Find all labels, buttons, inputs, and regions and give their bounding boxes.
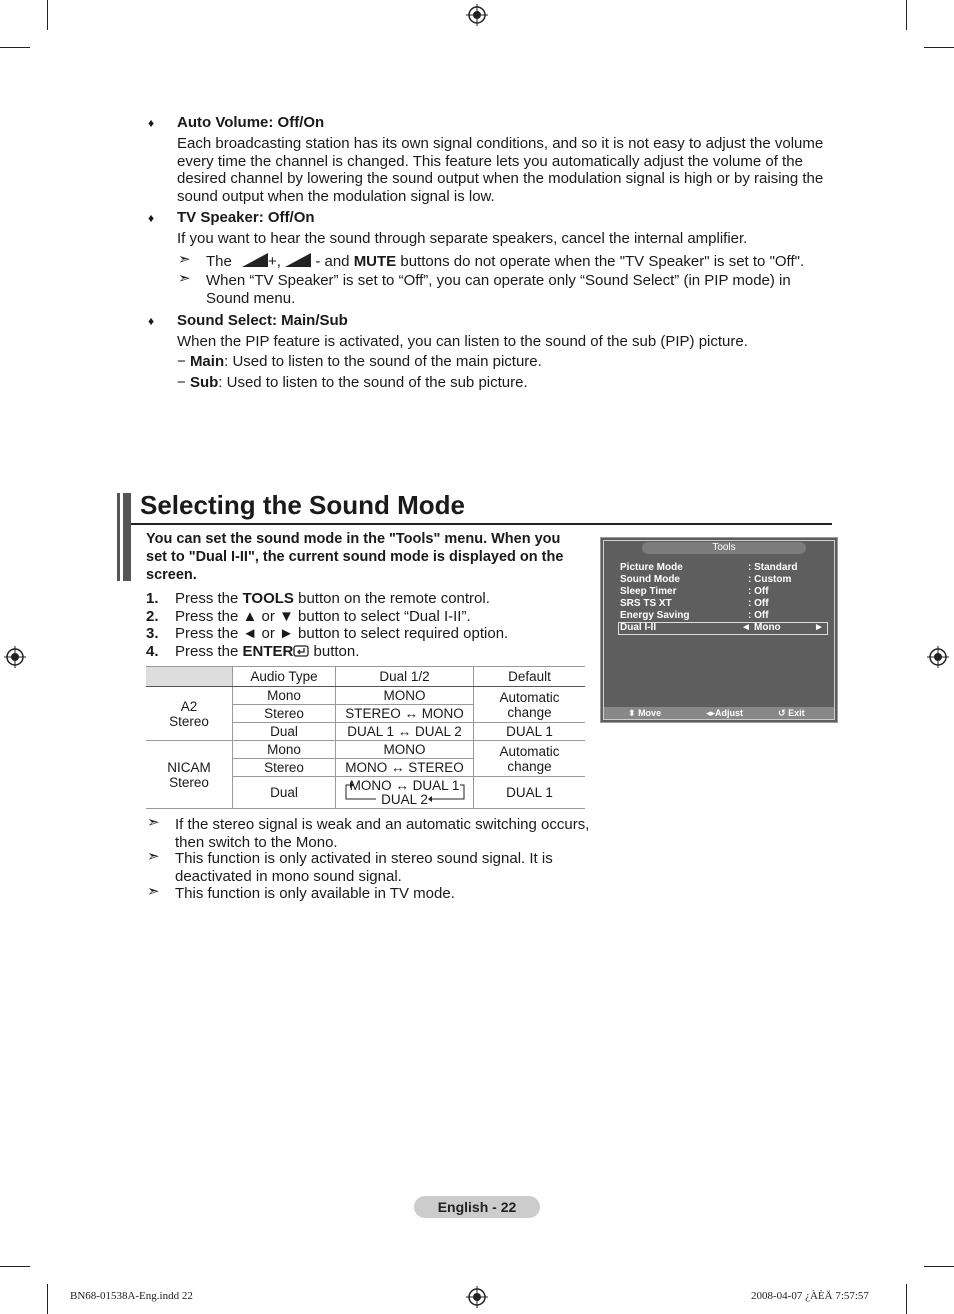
step-text: Press the (175, 642, 243, 660)
note-arrow-icon: ➣ (147, 883, 160, 900)
step-item (146, 643, 508, 661)
cell-mono: Mono (233, 687, 336, 705)
menu-row-sound-mode (620, 574, 792, 585)
table-corner (146, 667, 233, 687)
bullet-diamond-icon: ♦ (148, 211, 155, 225)
sound-select-title: Sound Select: Main/Sub (177, 312, 348, 329)
crop-mark (0, 47, 30, 48)
title-rule (131, 523, 832, 525)
cell-nicam-dual-val (336, 777, 474, 809)
section-intro: You can set the sound mode in the "Tools" menu. When you set to "Dual I-II", the current sound mode is displayed on the screen. (146, 531, 564, 583)
group-a2: A2 Stereo (146, 687, 233, 741)
section-title: Selecting the Sound Mode (140, 490, 466, 520)
note-2: This function is only activated in stereo sound signal. It is deactivated in mono sound signal. (175, 850, 553, 885)
crop-mark (924, 1266, 954, 1267)
registration-mark-icon (466, 4, 488, 26)
section-title-bar (117, 493, 131, 581)
sub-text: : Used to listen to the sound of the sub picture. (218, 374, 528, 391)
step-item (146, 590, 508, 608)
bullet-diamond-icon: ♦ (148, 314, 155, 328)
sub-label: Sub (189, 374, 219, 391)
note-arrow-icon: ➣ (147, 814, 160, 831)
slug-left: BN68-01538A-Eng.indd 22 (70, 1290, 193, 1302)
step-number: 4. (146, 642, 159, 660)
cell-mono-val: MONO (336, 741, 474, 759)
tools-menu-screenshot (600, 537, 838, 723)
step-number: 1. (146, 590, 159, 607)
menu-row-energy-saving (620, 610, 769, 621)
tv-speaker-title: TV Speaker: Off/On (177, 209, 315, 226)
note-arrow-icon: ➣ (178, 270, 191, 287)
cell-dual1: DUAL 1 (474, 723, 586, 741)
cell-dual: Dual (233, 723, 336, 741)
cell-dual1: DUAL 1 (474, 777, 586, 809)
crop-mark (924, 47, 954, 48)
menu-row-label: Dual I-II (620, 622, 657, 633)
cell-auto-change: Automatic change (474, 687, 586, 723)
cell-a2-dual-val: DUAL 1 ↔ DUAL 2 (336, 723, 474, 741)
enter-icon (293, 645, 309, 657)
sound-select-sub: − Sub: Used to listen to the sound of the sub picture. (177, 374, 528, 391)
menu-row-label: Picture Mode (620, 562, 683, 573)
bullet-diamond-icon: ♦ (148, 116, 155, 130)
note-arrow-icon: ➣ (147, 848, 160, 865)
cell-nicam-stereo-val: MONO ↔ STEREO (336, 759, 474, 777)
auto-volume-title: Auto Volume: Off/On (177, 114, 325, 131)
move-hint (628, 707, 661, 719)
note-text: - and (315, 253, 350, 270)
step-text: Press the (175, 590, 243, 607)
left-arrow-icon: ◄ (741, 622, 751, 633)
step-item (146, 608, 508, 626)
note-3: This function is only available in TV mode. (175, 885, 455, 902)
tv-speaker-note-1 (206, 253, 826, 271)
header-default: Default (474, 667, 586, 687)
main-text: : Used to listen to the sound of the main picture. (224, 353, 542, 370)
sound-select-body: When the PIP feature is activated, you can listen to the sound of the sub (PIP) picture. (177, 333, 748, 350)
menu-row-srs (620, 598, 769, 609)
exit-label: Exit (788, 708, 805, 718)
cell-mono: Mono (233, 741, 336, 759)
menu-row-label: Energy Saving (620, 610, 690, 621)
step-text: Press the ◄ or ► button to select required option. (175, 625, 509, 642)
cell-auto-change: Automatic change (474, 741, 586, 777)
exit-hint (778, 707, 805, 719)
menu-row-dual-selected (618, 622, 828, 635)
crop-mark (906, 1284, 907, 1314)
nicam-dual-bottom: DUAL 2 (381, 791, 428, 807)
cell-mono-val: MONO (336, 687, 474, 705)
menu-row-label: Sleep Timer (620, 586, 677, 597)
volume-icon (285, 253, 311, 267)
menu-row-value: : Custom (748, 574, 792, 585)
step-text: button on the remote control. (293, 590, 490, 607)
group-nicam: NICAM Stereo (146, 741, 233, 809)
tools-menu-frame (603, 540, 835, 720)
auto-volume-body: Each broadcasting station has its own signal conditions, and so it is not easy to adjust the volume every time the channel is changed. This feature lets you automatically adjust the volume of the desired channel by lowering the sound output when the modulation signal is high or by raising the sound output when the modulation signal is low. (177, 135, 824, 205)
registration-mark-icon (4, 646, 26, 668)
menu-row-value: : Off (748, 610, 769, 621)
main-label: Main (189, 353, 225, 370)
menu-row-value: : Standard (748, 562, 798, 573)
note-text: +, (268, 253, 281, 270)
note-arrow-icon: ➣ (178, 251, 191, 268)
step-text: Press the ▲ or ▼ button to select “Dual I-II”. (175, 607, 471, 625)
registration-mark-icon (927, 646, 949, 668)
menu-row-value: : Off (748, 586, 769, 597)
sound-select-main: − Main: Used to listen to the sound of the main picture. (177, 353, 542, 370)
crop-mark (906, 0, 907, 30)
menu-row-value: Mono (754, 622, 781, 633)
menu-row-sleep-timer (620, 586, 769, 597)
menu-row-label: Sound Mode (620, 574, 680, 585)
up-down-icon: ⬍ (628, 708, 636, 718)
return-icon: ↺ (778, 708, 786, 718)
step-text: button. (309, 642, 360, 660)
right-arrow-icon: ► (814, 622, 824, 633)
crop-mark (0, 1266, 30, 1267)
crop-mark (47, 0, 48, 30)
note-1: If the stereo signal is weak and an automatic switching occurs, then switch to the Mono. (175, 816, 590, 851)
step-bold: TOOLS (242, 590, 294, 607)
note-text: The (206, 253, 232, 270)
adjust-hint (706, 707, 743, 719)
left-right-icon: ◂▸ (706, 708, 716, 718)
cell-stereo: Stereo (233, 705, 336, 723)
volume-icon (242, 253, 268, 267)
cell-a2-stereo-val: STEREO ↔ MONO (336, 705, 474, 723)
step-item (146, 625, 508, 643)
menu-row-value: : Off (748, 598, 769, 609)
mute-label: MUTE (353, 253, 397, 270)
tools-menu-title: Tools (642, 542, 806, 554)
header-dual: Dual 1/2 (336, 667, 474, 687)
crop-mark (47, 1284, 48, 1314)
tv-speaker-note-2: When “TV Speaker” is set to “Off”, you can operate only “Sound Select” (in PIP mode) in Sound menu. (206, 272, 791, 307)
tv-speaker-body: If you want to hear the sound through separate speakers, cancel the internal amplifier. (177, 230, 748, 247)
step-number: 2. (146, 607, 159, 625)
note-text: buttons do not operate when the "TV Speaker" is set to "Off". (400, 253, 805, 270)
header-audio-type: Audio Type (233, 667, 336, 687)
step-number: 3. (146, 625, 159, 642)
adjust-label: Adjust (715, 708, 744, 718)
menu-row-label: SRS TS XT (620, 598, 672, 609)
tools-menu-footer (604, 707, 834, 719)
menu-row-picture-mode (620, 562, 798, 573)
cell-stereo: Stereo (233, 759, 336, 777)
registration-mark-icon (466, 1286, 488, 1308)
sound-mode-table (146, 666, 585, 809)
step-bold: ENTER (242, 642, 294, 660)
nicam-dual-top: MONO ↔ DUAL 1 (349, 777, 460, 793)
cell-dual: Dual (233, 777, 336, 809)
move-label: Move (638, 708, 662, 718)
steps-list (146, 590, 508, 660)
page-number-pill: English - 22 (414, 1196, 540, 1218)
slug-right: 2008-04-07 ¿ÀÈÄ 7:57:57 (751, 1290, 869, 1302)
